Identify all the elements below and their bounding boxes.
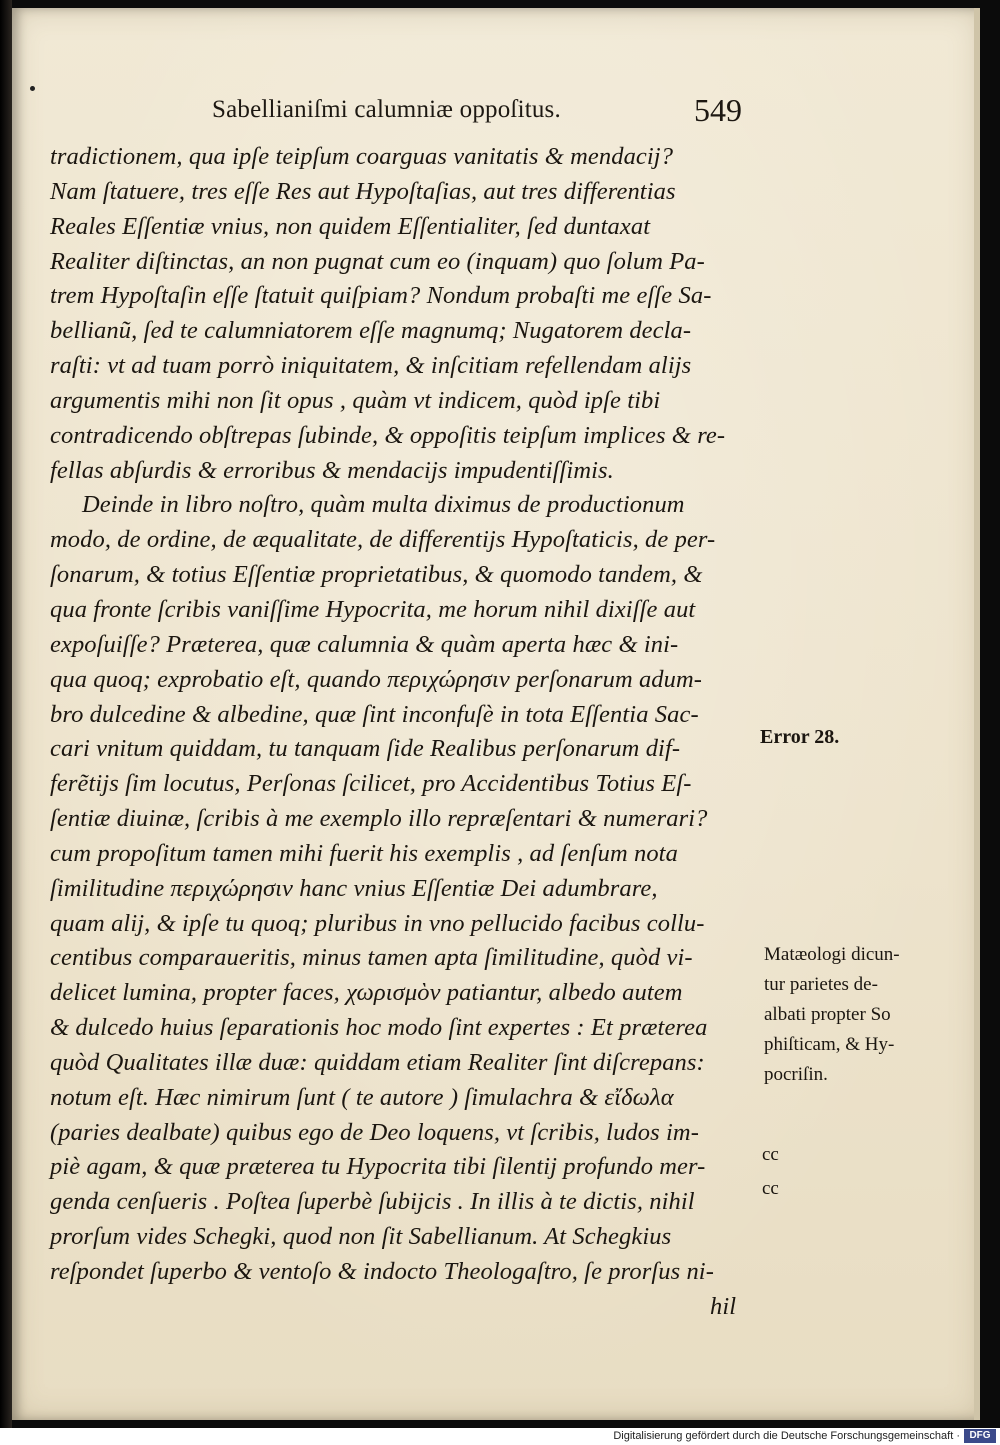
text-line: bellianũ, ſed te calumniatorem eſſe magnumq; Nugatorem decla- <box>50 317 692 345</box>
text-line: Realiter diſtinctas, an non pugnat cum eo (inquam) quo ſolum Pa- <box>50 247 705 275</box>
text-line: modo, de ordine, de æqualitate, de differentijs Hypoſtaticis, de per- <box>50 526 716 554</box>
text-line: ſimilitudine περιχώρησιν hanc vnius Eſſentiæ Dei adumbrare, <box>50 874 658 902</box>
book-page <box>12 8 980 1420</box>
text-line: (paries dealbate) quibus ego de Deo loquens, vt ſcribis, ludos im- <box>50 1118 699 1146</box>
marginal-note-line: phiſticam, & Hy- <box>764 1034 895 1055</box>
catchword-line: hil <box>710 1292 737 1320</box>
text-line: & dulcedo huius ſeparationis hoc modo ſint expertes : Et præterea <box>50 1014 708 1042</box>
text-line: prorſum vides Schegki, quod non ſit Sabellianum. At Schegkius <box>50 1223 672 1251</box>
text-line: delicet lumina, propter faces, χωρισμὸν patiantur, albedo autem <box>50 979 683 1007</box>
text-line: reſpondet ſuperbo & ventoſo & indocto Theologaſtro, ſe prorſus ni- <box>50 1258 714 1285</box>
text-line: expoſuiſſe? Præterea, quæ calumnia & quàm aperta hæc & ini- <box>50 630 679 658</box>
text-line: contradicendo obſtrepas ſubinde, & oppoſitis teipſum implices & re- <box>50 421 726 449</box>
text-line: centibus comparaueritis, minus tamen apta ſimilitudine, quòd vi- <box>50 944 693 972</box>
text-line: ſonarum, & totius Eſſentiæ proprietatibus, & quomodo tandem, & <box>50 561 703 589</box>
scan-edge-left <box>0 0 12 1428</box>
marginal-note-line: pocriſin. <box>764 1064 828 1085</box>
text-line: notum eſt. Hæc nimirum ſunt ( te autore ) ſimulachra & εἴδωλα <box>50 1083 674 1111</box>
text-line: cari vnitum quiddam, tu tanquam ſide Realibus perſonarum dif- <box>50 735 681 763</box>
footer-bar <box>0 1428 1000 1445</box>
text-line: bro dulcedine & albedine, quæ ſint inconfuſè in tota Eſſentia Sac- <box>50 700 699 728</box>
text-line: ſentiæ diuinæ, ſcribis à me exemplo illo repræſentari & numerari? <box>50 805 708 833</box>
text-line: quòd Qualitates illæ duæ: quiddam etiam Realiter ſint diſcrepans: <box>50 1048 705 1076</box>
running-title: Sabellianiſmi calumniæ oppoſitus. <box>212 96 561 123</box>
text-line: fellas abſurdis & erroribus & mendacijs impudentiſſimis. <box>50 456 614 484</box>
ink-speck <box>30 86 35 91</box>
text-line: qua quoq; exprobatio eſt, quando περιχώρησιν perſonarum adum- <box>50 665 703 693</box>
page-number: 549 <box>694 92 742 128</box>
text-line: tradictionem, qua ipſe teipſum coarguas vanitatis & mendacij? <box>50 143 674 170</box>
marginal-note-line: albati propter So <box>764 1004 891 1025</box>
text-line: genda cenſueris . Poſtea ſuperbè ſubijcis . In illis à te dictis, nihil <box>50 1188 695 1216</box>
margin-notes <box>760 8 982 1420</box>
text-line: quam alij, & ipſe tu quoq; pluribus in vno pellucido facibus collu- <box>50 909 705 937</box>
quote-mark: cc <box>762 1178 779 1199</box>
text-line: raſti: vt ad tuam porrò iniquitatem, & inſcitiam refellendam alijs <box>50 352 692 380</box>
marginal-note-line: Matæologi dicun- <box>764 944 900 965</box>
page-header <box>212 92 772 132</box>
quote-mark: cc <box>762 1144 779 1165</box>
dfg-credit-text: Digitalisierung gefördert durch die Deutsche Forschungsgemeinschaft · <box>613 1430 960 1442</box>
text-line: qua fronte ſcribis vaniſſime Hypocrita, me horum nihil dixiſſe aut <box>50 595 696 623</box>
paragraph-start-line: Deinde in libro noſtro, quàm multa diximus de productionum <box>82 491 685 519</box>
marginal-note-line: tur parietes de- <box>764 974 878 995</box>
error-marginal-label: Error 28. <box>760 726 840 748</box>
text-line: Reales Eſſentiæ vnius, non quidem Eſſentialiter, ſed duntaxat <box>50 212 651 240</box>
text-line: piè agam, & quæ præterea tu Hypocrita tibi ſilentij profundo mer- <box>50 1153 706 1181</box>
text-line: cum propoſitum tamen mihi fuerit his exemplis , ad ſenſum nota <box>50 839 678 867</box>
text-line: trem Hypoſtaſin eſſe ſtatuit quiſpiam? Nondum probaſti me eſſe Sa- <box>50 282 712 310</box>
dfg-logo: DFG <box>964 1429 996 1443</box>
text-line: argumentis mihi non ſit opus , quàm vt indicem, quòd ipſe tibi <box>50 386 661 414</box>
text-line: ferẽtijs ſim locutus, Perſonas ſcilicet, pro Accidentibus Totius Eſ- <box>50 770 692 798</box>
text-line: Nam ſtatuere, tres eſſe Res aut Hypoſtaſias, aut tres differentias <box>50 177 676 205</box>
body-text <box>50 140 768 1325</box>
